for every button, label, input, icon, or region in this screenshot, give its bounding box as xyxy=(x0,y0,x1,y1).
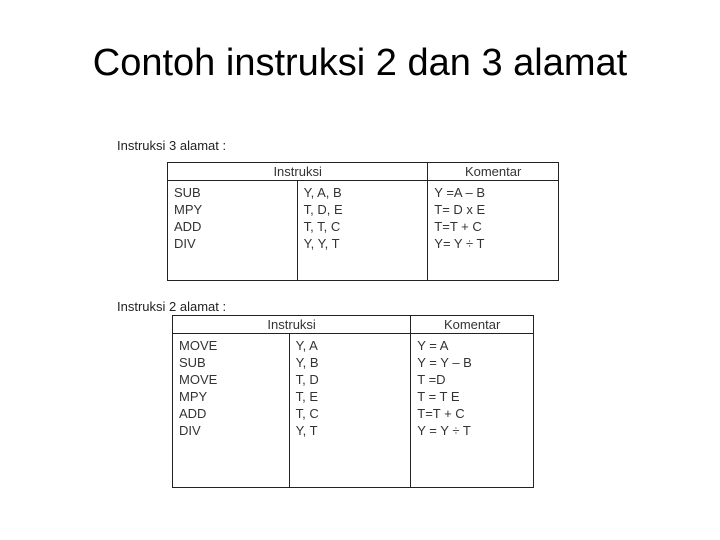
table3-op-column xyxy=(168,181,298,281)
table-cell-args: T, C xyxy=(295,406,319,421)
table3-header-komentar: Komentar xyxy=(428,163,559,181)
table2-header-instruksi: Instruksi xyxy=(173,316,411,334)
table-cell-comment: Y = Y ÷ T xyxy=(417,423,471,438)
table-cell-comment: T = T E xyxy=(417,389,460,404)
table-cell-args: Y, A, B xyxy=(303,185,342,200)
table-cell-op: MOVE xyxy=(179,338,218,353)
table-cell-op: MPY xyxy=(174,202,203,217)
table-cell-args: Y, B xyxy=(295,355,319,370)
table-cell-op: MOVE xyxy=(179,372,218,387)
table-cell-op: SUB xyxy=(179,355,206,370)
table2-body xyxy=(173,334,534,488)
table3 xyxy=(167,162,559,281)
table-cell-comment: T= D x E xyxy=(434,202,486,217)
table-cell-op: DIV xyxy=(174,236,196,251)
table3-body xyxy=(168,181,559,281)
table-cell-op: MPY xyxy=(179,389,208,404)
table-cell-args: T, D xyxy=(295,372,319,387)
table-cell-args: T, D, E xyxy=(303,202,343,217)
table2-header-row xyxy=(173,316,534,334)
table-cell-op: DIV xyxy=(179,423,201,438)
table2-label: Instruksi 2 alamat : xyxy=(117,299,227,314)
table-cell-op: ADD xyxy=(174,219,202,234)
table-cell-op: SUB xyxy=(174,185,201,200)
table2-header-komentar: Komentar xyxy=(411,316,534,334)
table-cell-comment: Y= Y ÷ T xyxy=(434,236,485,251)
table3-comment-column xyxy=(428,181,559,281)
table3-label: Instruksi 3 alamat : xyxy=(117,138,227,153)
table2-comment-column xyxy=(411,334,534,488)
table-cell-args: Y, T xyxy=(295,423,318,438)
table-cell-comment: Y =A – B xyxy=(434,185,485,200)
table-cell-args: T, T, C xyxy=(303,219,341,234)
table-cell-op: ADD xyxy=(179,406,207,421)
table3-args-column xyxy=(297,181,428,281)
table2-args-column xyxy=(289,334,411,488)
table2 xyxy=(172,315,534,488)
table-cell-comment: T=T + C xyxy=(434,219,482,234)
table3-header-instruksi: Instruksi xyxy=(168,163,428,181)
table-cell-args: Y, Y, T xyxy=(303,236,340,251)
table-cell-args: Y, A xyxy=(295,338,318,353)
slide-title: Contoh instruksi 2 dan 3 alamat xyxy=(92,42,628,84)
table-cell-comment: T=T + C xyxy=(417,406,465,421)
table2-op-column xyxy=(173,334,290,488)
table-cell-comment: Y = Y – B xyxy=(417,355,472,370)
table3-header-row xyxy=(168,163,559,181)
instruction-figure xyxy=(114,134,568,494)
table-cell-comment: Y = A xyxy=(417,338,449,353)
table-cell-comment: T =D xyxy=(417,372,446,387)
table-cell-args: T, E xyxy=(295,389,319,404)
